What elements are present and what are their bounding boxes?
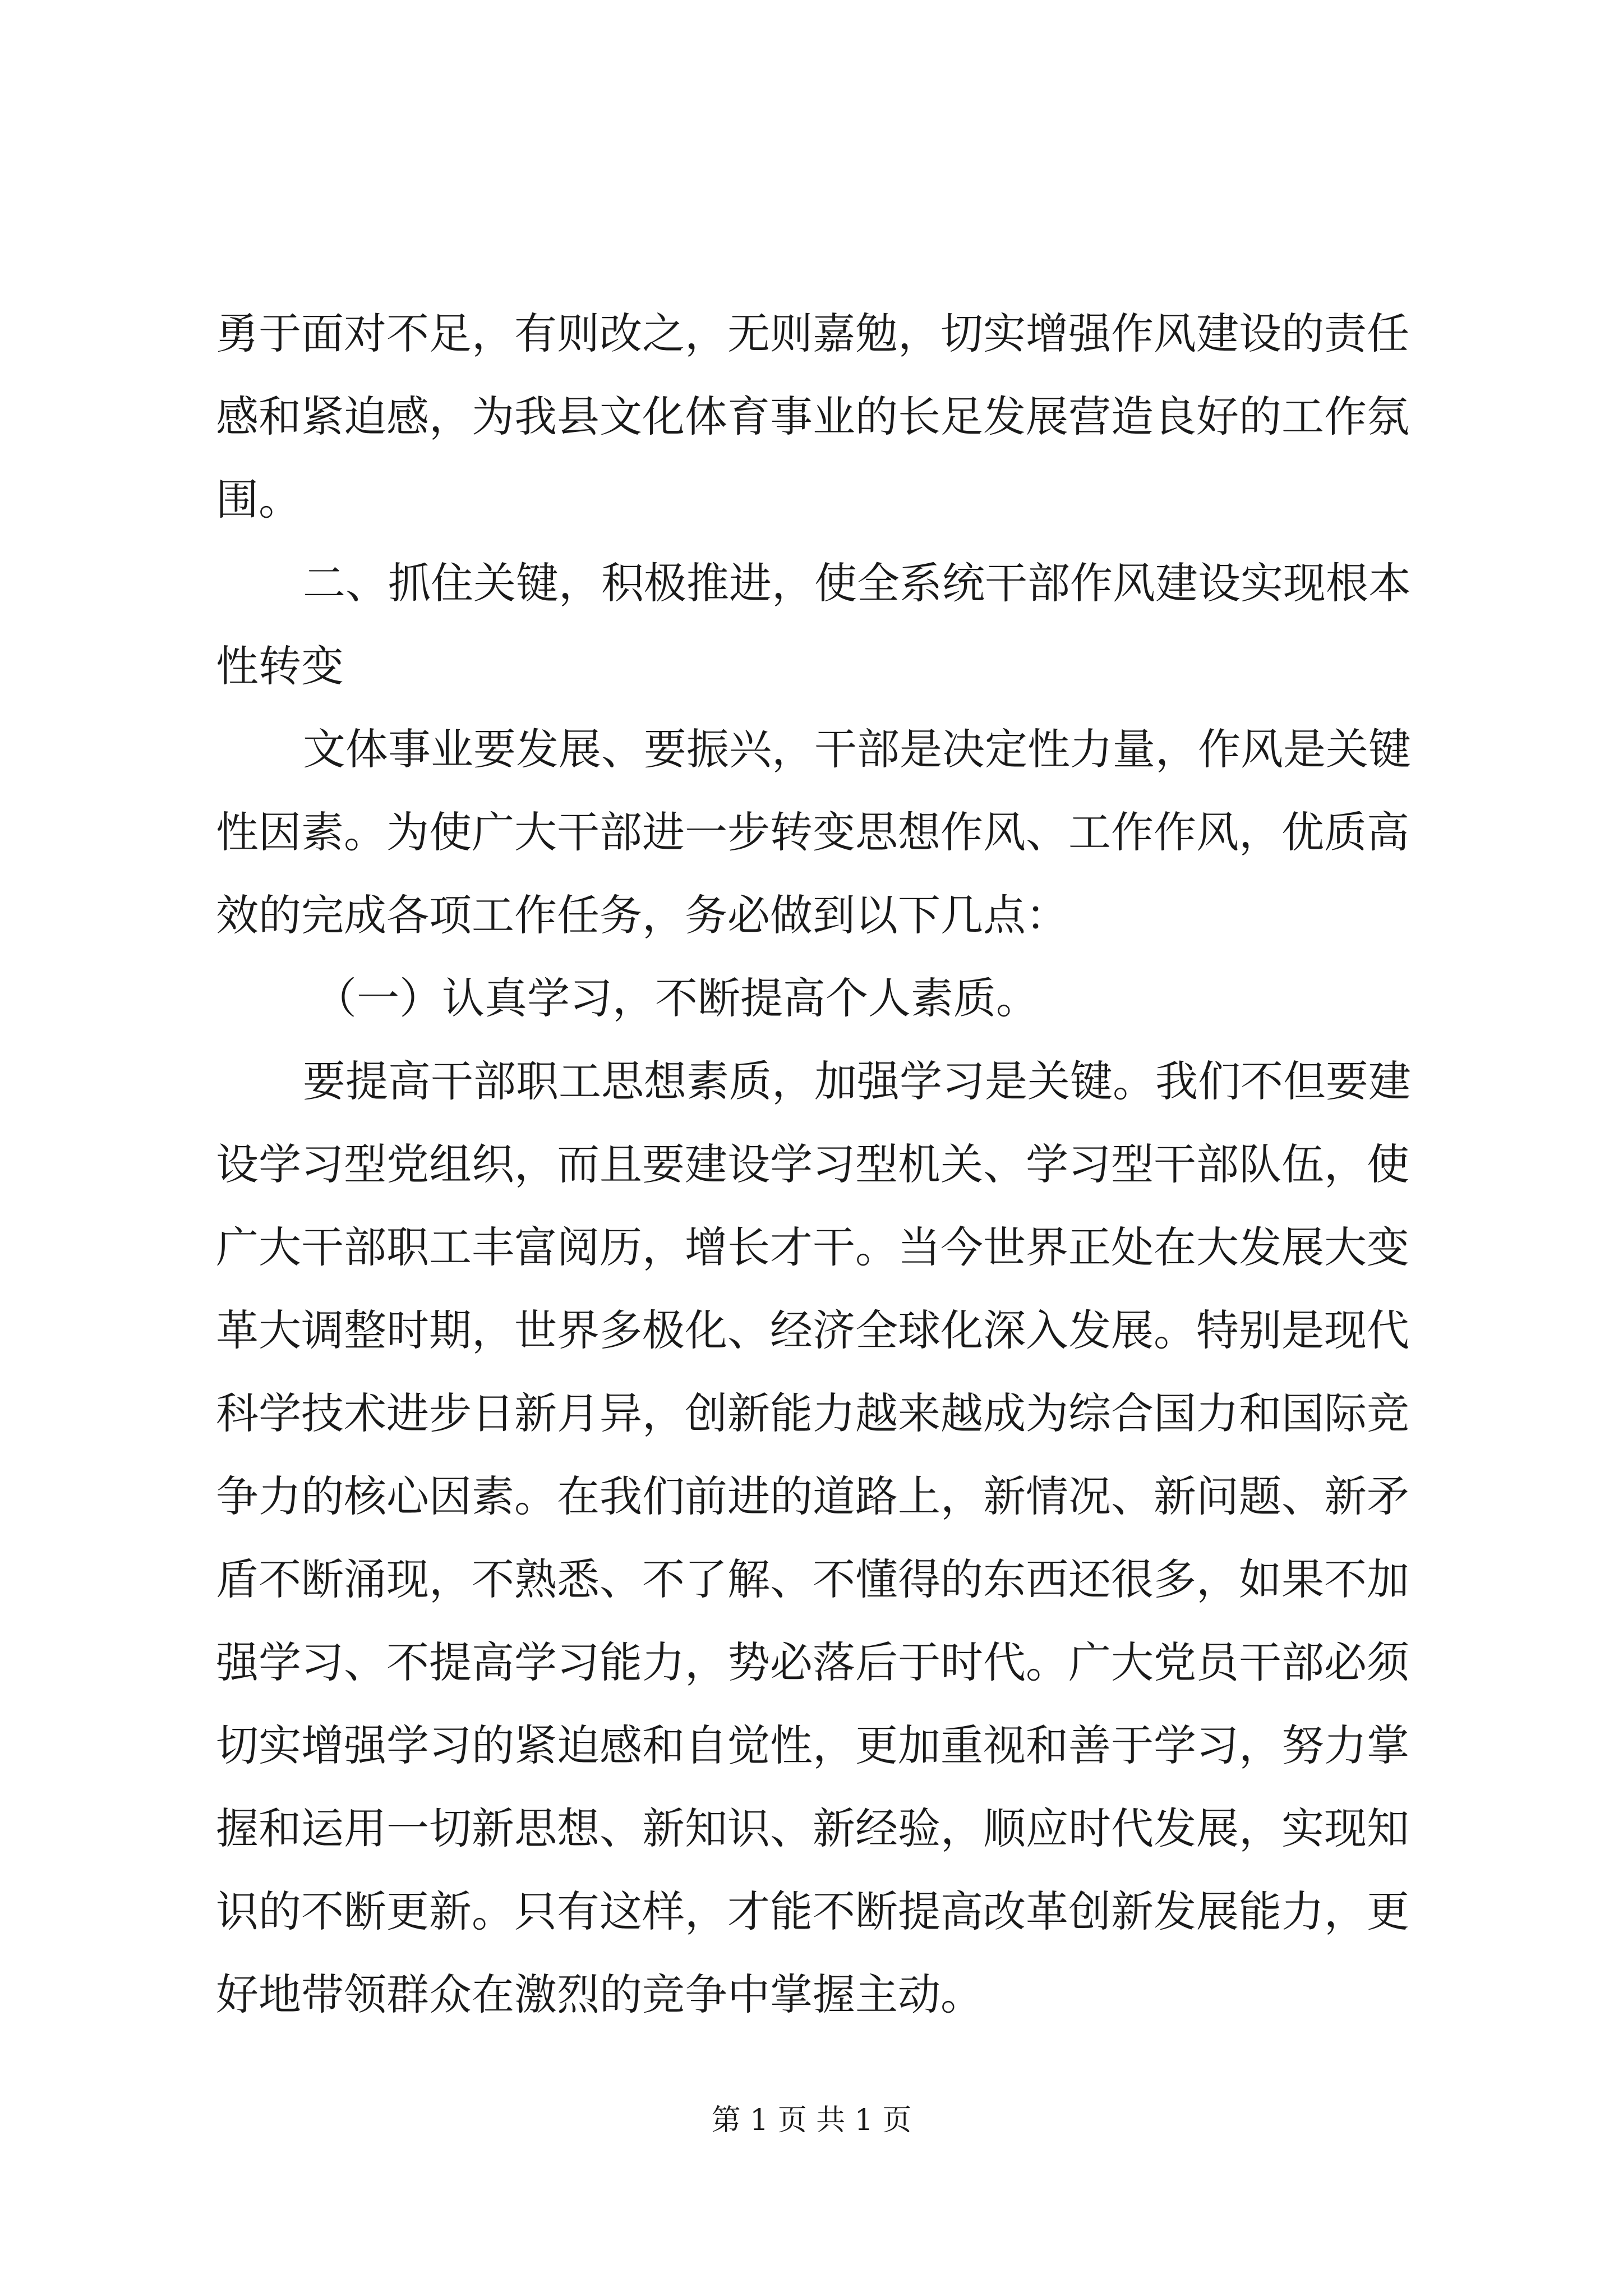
text-line: 勇于面对不足，有则改之，无则嘉勉，切实增强作风建设的责任	[216, 309, 1409, 358]
text-line: 科学技术进步日新月异，创新能力越来越成为综合国力和国际竞	[216, 1388, 1409, 1438]
text-line: 识的不断更新。只有这样，才能不断提高改革创新发展能力，更	[216, 1887, 1409, 1936]
page-footer: 第 1 页 共 1 页	[711, 2104, 912, 2137]
subsection-heading: （一）认真学习，不断提高个人素质。	[314, 973, 1039, 1023]
text-line: 围。	[216, 475, 301, 524]
text-line: 广大干部职工丰富阅历，增长才干。当今世界正处在大发展大变	[216, 1222, 1409, 1272]
text-line: 握和运用一切新思想、新知识、新经验，顺应时代发展，实现知	[216, 1803, 1409, 1853]
section-heading-continuation: 性转变	[216, 641, 344, 691]
text-line: 文体事业要发展、要振兴，干部是决定性力量，作风是关键	[303, 724, 1411, 774]
text-line: 要提高干部职工思想素质，加强学习是关键。我们不但要建	[303, 1056, 1411, 1106]
text-line: 革大调整时期，世界多极化、经济全球化深入发展。特别是现代	[216, 1305, 1409, 1355]
text-line: 效的完成各项工作任务，务必做到以下几点：	[216, 890, 1068, 940]
text-line: 设学习型党组织，而且要建设学习型机关、学习型干部队伍，使	[216, 1139, 1409, 1189]
section-heading: 二、抓住关键，积极推进，使全系统干部作风建设实现根本	[303, 558, 1411, 608]
text-line: 性因素。为使广大干部进一步转变思想作风、工作作风，优质高	[216, 807, 1409, 857]
text-line: 好地带领群众在激烈的竞争中掌握主动。	[216, 1970, 983, 2019]
text-line: 强学习、不提高学习能力，势必落后于时代。广大党员干部必须	[216, 1637, 1409, 1687]
text-line: 感和紧迫感，为我县文化体育事业的长足发展营造良好的工作氛	[216, 392, 1409, 441]
text-line: 切实增强学习的紧迫感和自觉性，更加重视和善于学习，努力掌	[216, 1720, 1409, 1770]
text-line: 盾不断涌现，不熟悉、不了解、不懂得的东西还很多，如果不加	[216, 1554, 1409, 1604]
text-line: 争力的核心因素。在我们前进的道路上，新情况、新问题、新矛	[216, 1471, 1409, 1521]
